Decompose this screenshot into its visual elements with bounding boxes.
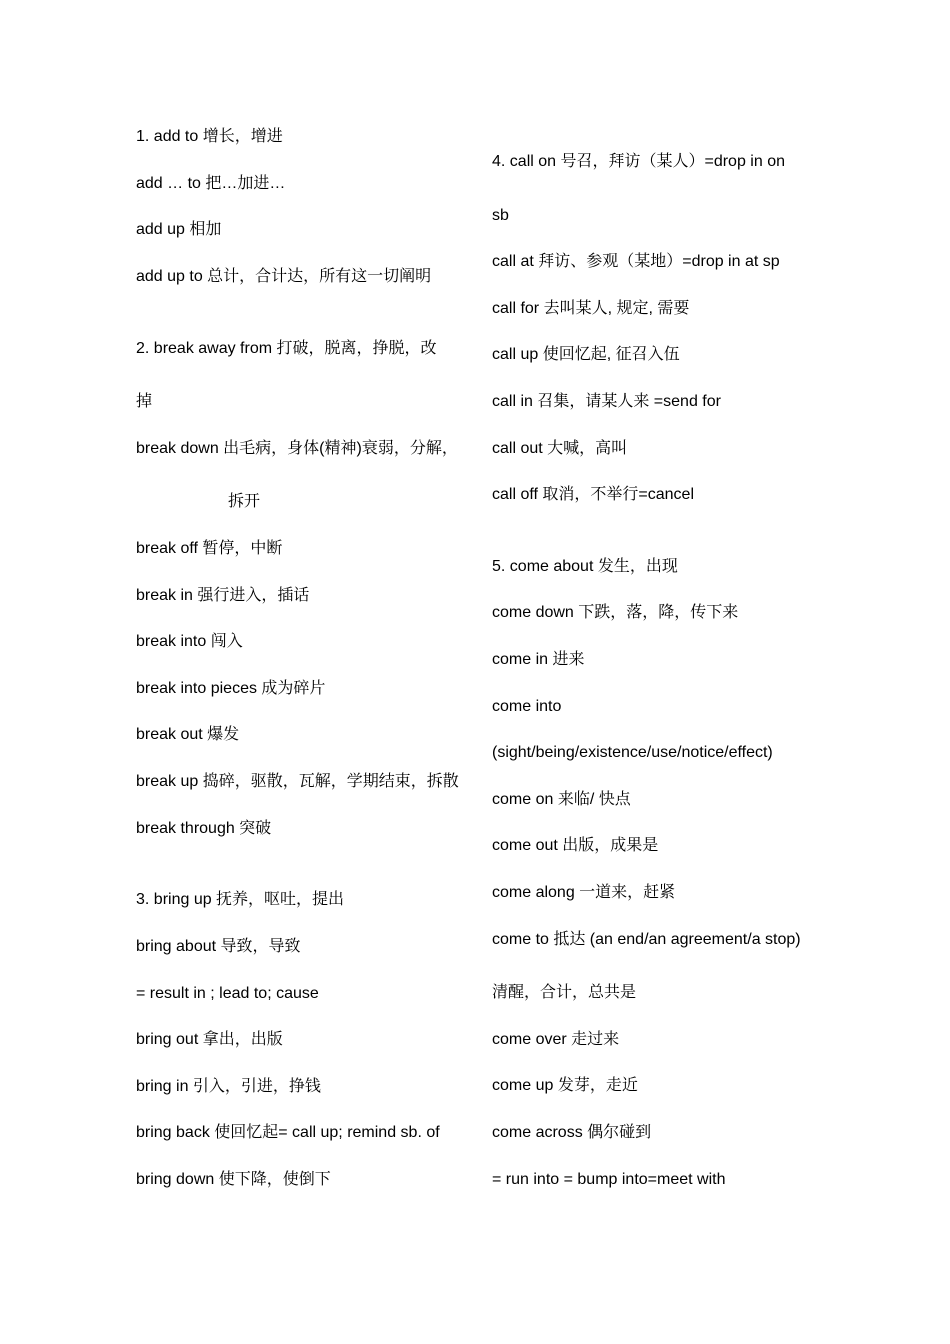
entry-bring-about: bring about 导致，导致 — [136, 938, 301, 955]
entry-come-to-cont: 清醒，合计，总共是 — [492, 984, 637, 1001]
entry-bring-in: bring in 引入，引进，挣钱 — [136, 1078, 321, 1095]
entry-bring-out: bring out 拿出，出版 — [136, 1031, 283, 1048]
entry-come-into: come into — [492, 698, 562, 715]
entry-break-into: break into 闯入 — [136, 633, 243, 650]
entry-come-into-cont: (sight/being/existence/use/notice/effect) — [492, 744, 773, 761]
entry-come-on: come on 来临/ 快点 — [492, 791, 631, 808]
entry-break-out: break out 爆发 — [136, 726, 240, 743]
entry-add-to-something: add … to 把…加进… — [136, 175, 286, 192]
entry-call-at: call at 拜访、参观（某地）=drop in at sp — [492, 253, 780, 270]
entry-come-across-synonyms: = run into = bump into=meet with — [492, 1171, 726, 1188]
entry-break-up: break up 捣碎，驱散，瓦解，学期结束，拆散 — [136, 773, 459, 790]
entry-break-down: break down 出毛病，身体(精神)衰弱，分解， — [136, 440, 458, 457]
entry-break-in: break in 强行进入，插话 — [136, 587, 310, 604]
entry-bring-up: 3. bring up 抚养，呕吐，提出 — [136, 891, 345, 908]
entry-call-on: 4. call on 号召，拜访（某人）=drop in on — [492, 153, 785, 170]
entry-come-down: come down 下跌，落，降，传下来 — [492, 604, 739, 621]
entry-break-away-from-cont: 掉 — [136, 393, 153, 410]
entry-come-in: come in 进来 — [492, 651, 585, 668]
entry-come-over: come over 走过来 — [492, 1031, 620, 1048]
entry-bring-about-synonyms: = result in ; lead to; cause — [136, 985, 319, 1002]
entry-call-up: call up 使回忆起, 征召入伍 — [492, 346, 680, 363]
entry-come-out: come out 出版，成果是 — [492, 837, 659, 854]
entry-add-to: 1. add to 增长，增进 — [136, 128, 283, 145]
entry-bring-down: bring down 使下降，使倒下 — [136, 1171, 331, 1188]
entry-break-into-pieces: break into pieces 成为碎片 — [136, 680, 326, 697]
entry-come-across: come across 偶尔碰到 — [492, 1124, 652, 1141]
entry-add-up: add up 相加 — [136, 221, 222, 238]
entry-come-up: come up 发芽，走近 — [492, 1077, 638, 1094]
entry-call-off: call off 取消，不举行=cancel — [492, 486, 694, 503]
entry-break-off: break off 暂停，中断 — [136, 540, 283, 557]
entry-break-through: break through 突破 — [136, 820, 272, 837]
entry-come-along: come along 一道来，赶紧 — [492, 884, 676, 901]
entry-break-down-cont: 拆开 — [228, 493, 261, 510]
entry-break-away-from: 2. break away from 打破，脱离，挣脱，改 — [136, 340, 437, 357]
entry-call-out: call out 大喊，高叫 — [492, 440, 628, 457]
entry-call-for: call for 去叫某人, 规定, 需要 — [492, 300, 690, 317]
entry-come-about: 5. come about 发生，出现 — [492, 558, 678, 575]
entry-call-in: call in 召集，请某人来 =send for — [492, 393, 721, 410]
entry-bring-back: bring back 使回忆起= call up; remind sb. of — [136, 1124, 440, 1141]
entry-add-up-to: add up to 总计，合计达，所有这一切阐明 — [136, 268, 432, 285]
entry-call-on-cont: sb — [492, 207, 509, 224]
entry-come-to: come to 抵达 (an end/an agreement/a stop) — [492, 931, 801, 948]
